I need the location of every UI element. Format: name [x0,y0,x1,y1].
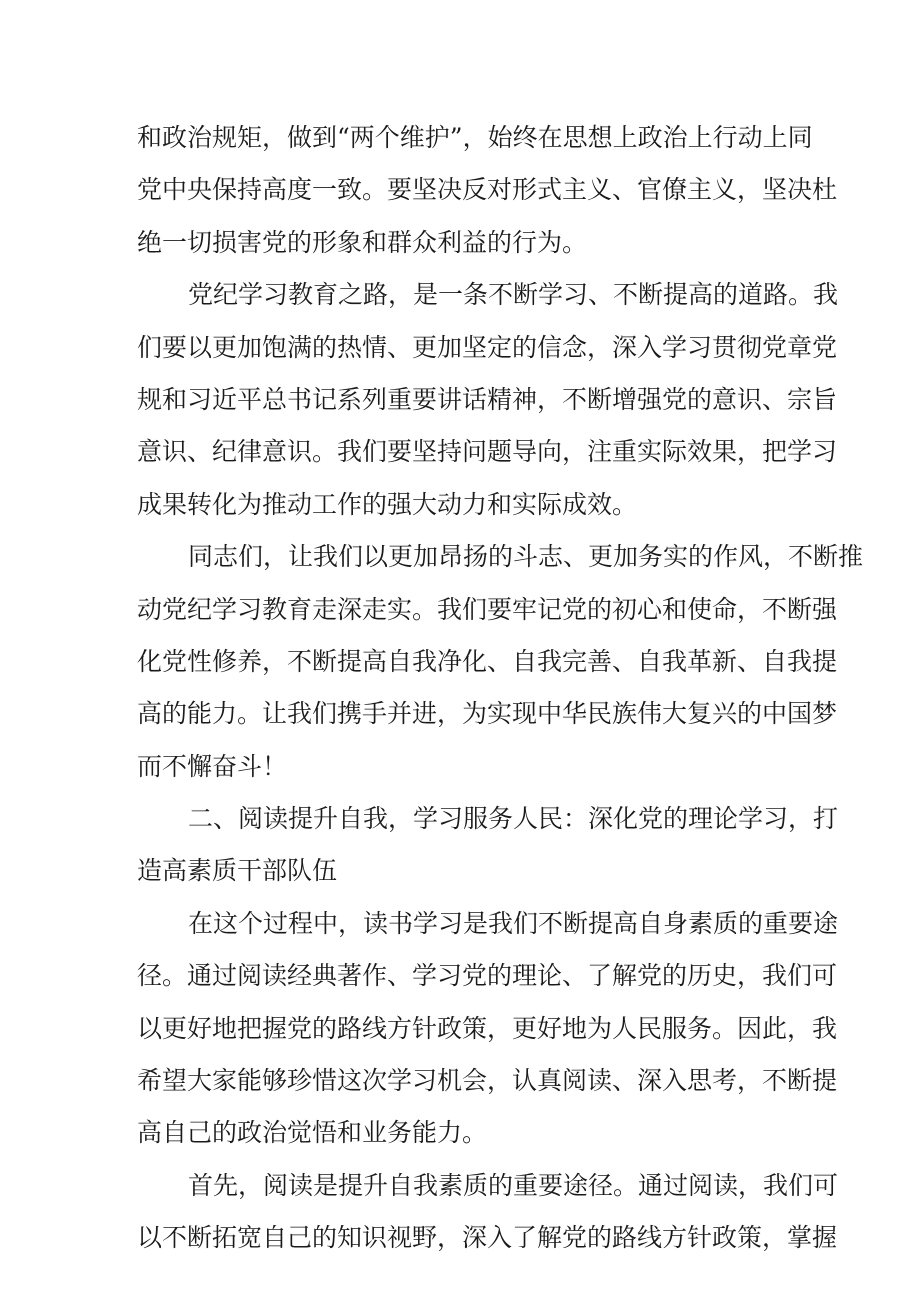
text-line: 高自己的政治觉悟和业务能力。 [137,1118,488,1148]
text-line: 高的能力。让我们携手并进，为实现中华民族伟大复兴的中国梦 [137,699,838,729]
paragraph-first-line: 首先，阅读是提升自我素质的重要途径。通过阅读，我们可 [188,1170,839,1200]
text-line: 动党纪学习教育走深走实。我们要牢记党的初心和使命，不断强 [137,594,838,624]
document-body [137,112,864,1265]
text-line: 们要以更加饱满的热情、更加坚定的信念，深入学习贯彻党章党 [137,332,838,362]
text-line: 而不懈奋斗！ [137,751,288,781]
text-line: 规和习近平总书记系列重要讲话精神，不断增强党的意识、宗旨 [137,384,838,414]
text-line: 化党性修养，不断提高自我净化、自我完善、自我革新、自我提 [137,646,838,676]
text-line: 以更好地把握党的路线方针政策，更好地为人民服务。因此，我 [137,1013,838,1043]
text-line: 径。通过阅读经典著作、学习党的理论、了解党的历史，我们可 [137,961,838,991]
paragraph-first-line: 在这个过程中，读书学习是我们不断提高自身素质的重要途 [188,908,839,938]
text-line: 以不断拓宽自己的知识视野，深入了解党的路线方针政策，掌握 [137,1223,838,1253]
text-line: 和政治规矩，做到“两个维护”，始终在思想上政治上行动上同 [137,123,813,152]
text-line: 党中央保持高度一致。要坚决反对形式主义、官僚主义，坚决杜 [137,175,838,205]
text-line: 成果转化为推动工作的强大动力和实际成效。 [137,489,638,519]
section-heading-line: 造高素质干部队伍 [137,856,338,886]
paragraph-first-line: 党纪学习教育之路，是一条不断学习、不断提高的道路。我 [188,280,839,310]
paragraph-first-line: 同志们，让我们以更加昂扬的斗志、更加务实的作风，不断推 [188,542,864,572]
text-line: 绝一切损害党的形象和群众利益的行为。 [137,227,588,257]
section-heading-line: 二、阅读提升自我，学习服务人民：深化党的理论学习，打 [188,804,839,834]
text-line: 意识、纪律意识。我们要坚持问题导向，注重实际效果，把学习 [137,437,838,467]
text-line: 希望大家能够珍惜这次学习机会，认真阅读、深入思考，不断提 [137,1066,838,1096]
